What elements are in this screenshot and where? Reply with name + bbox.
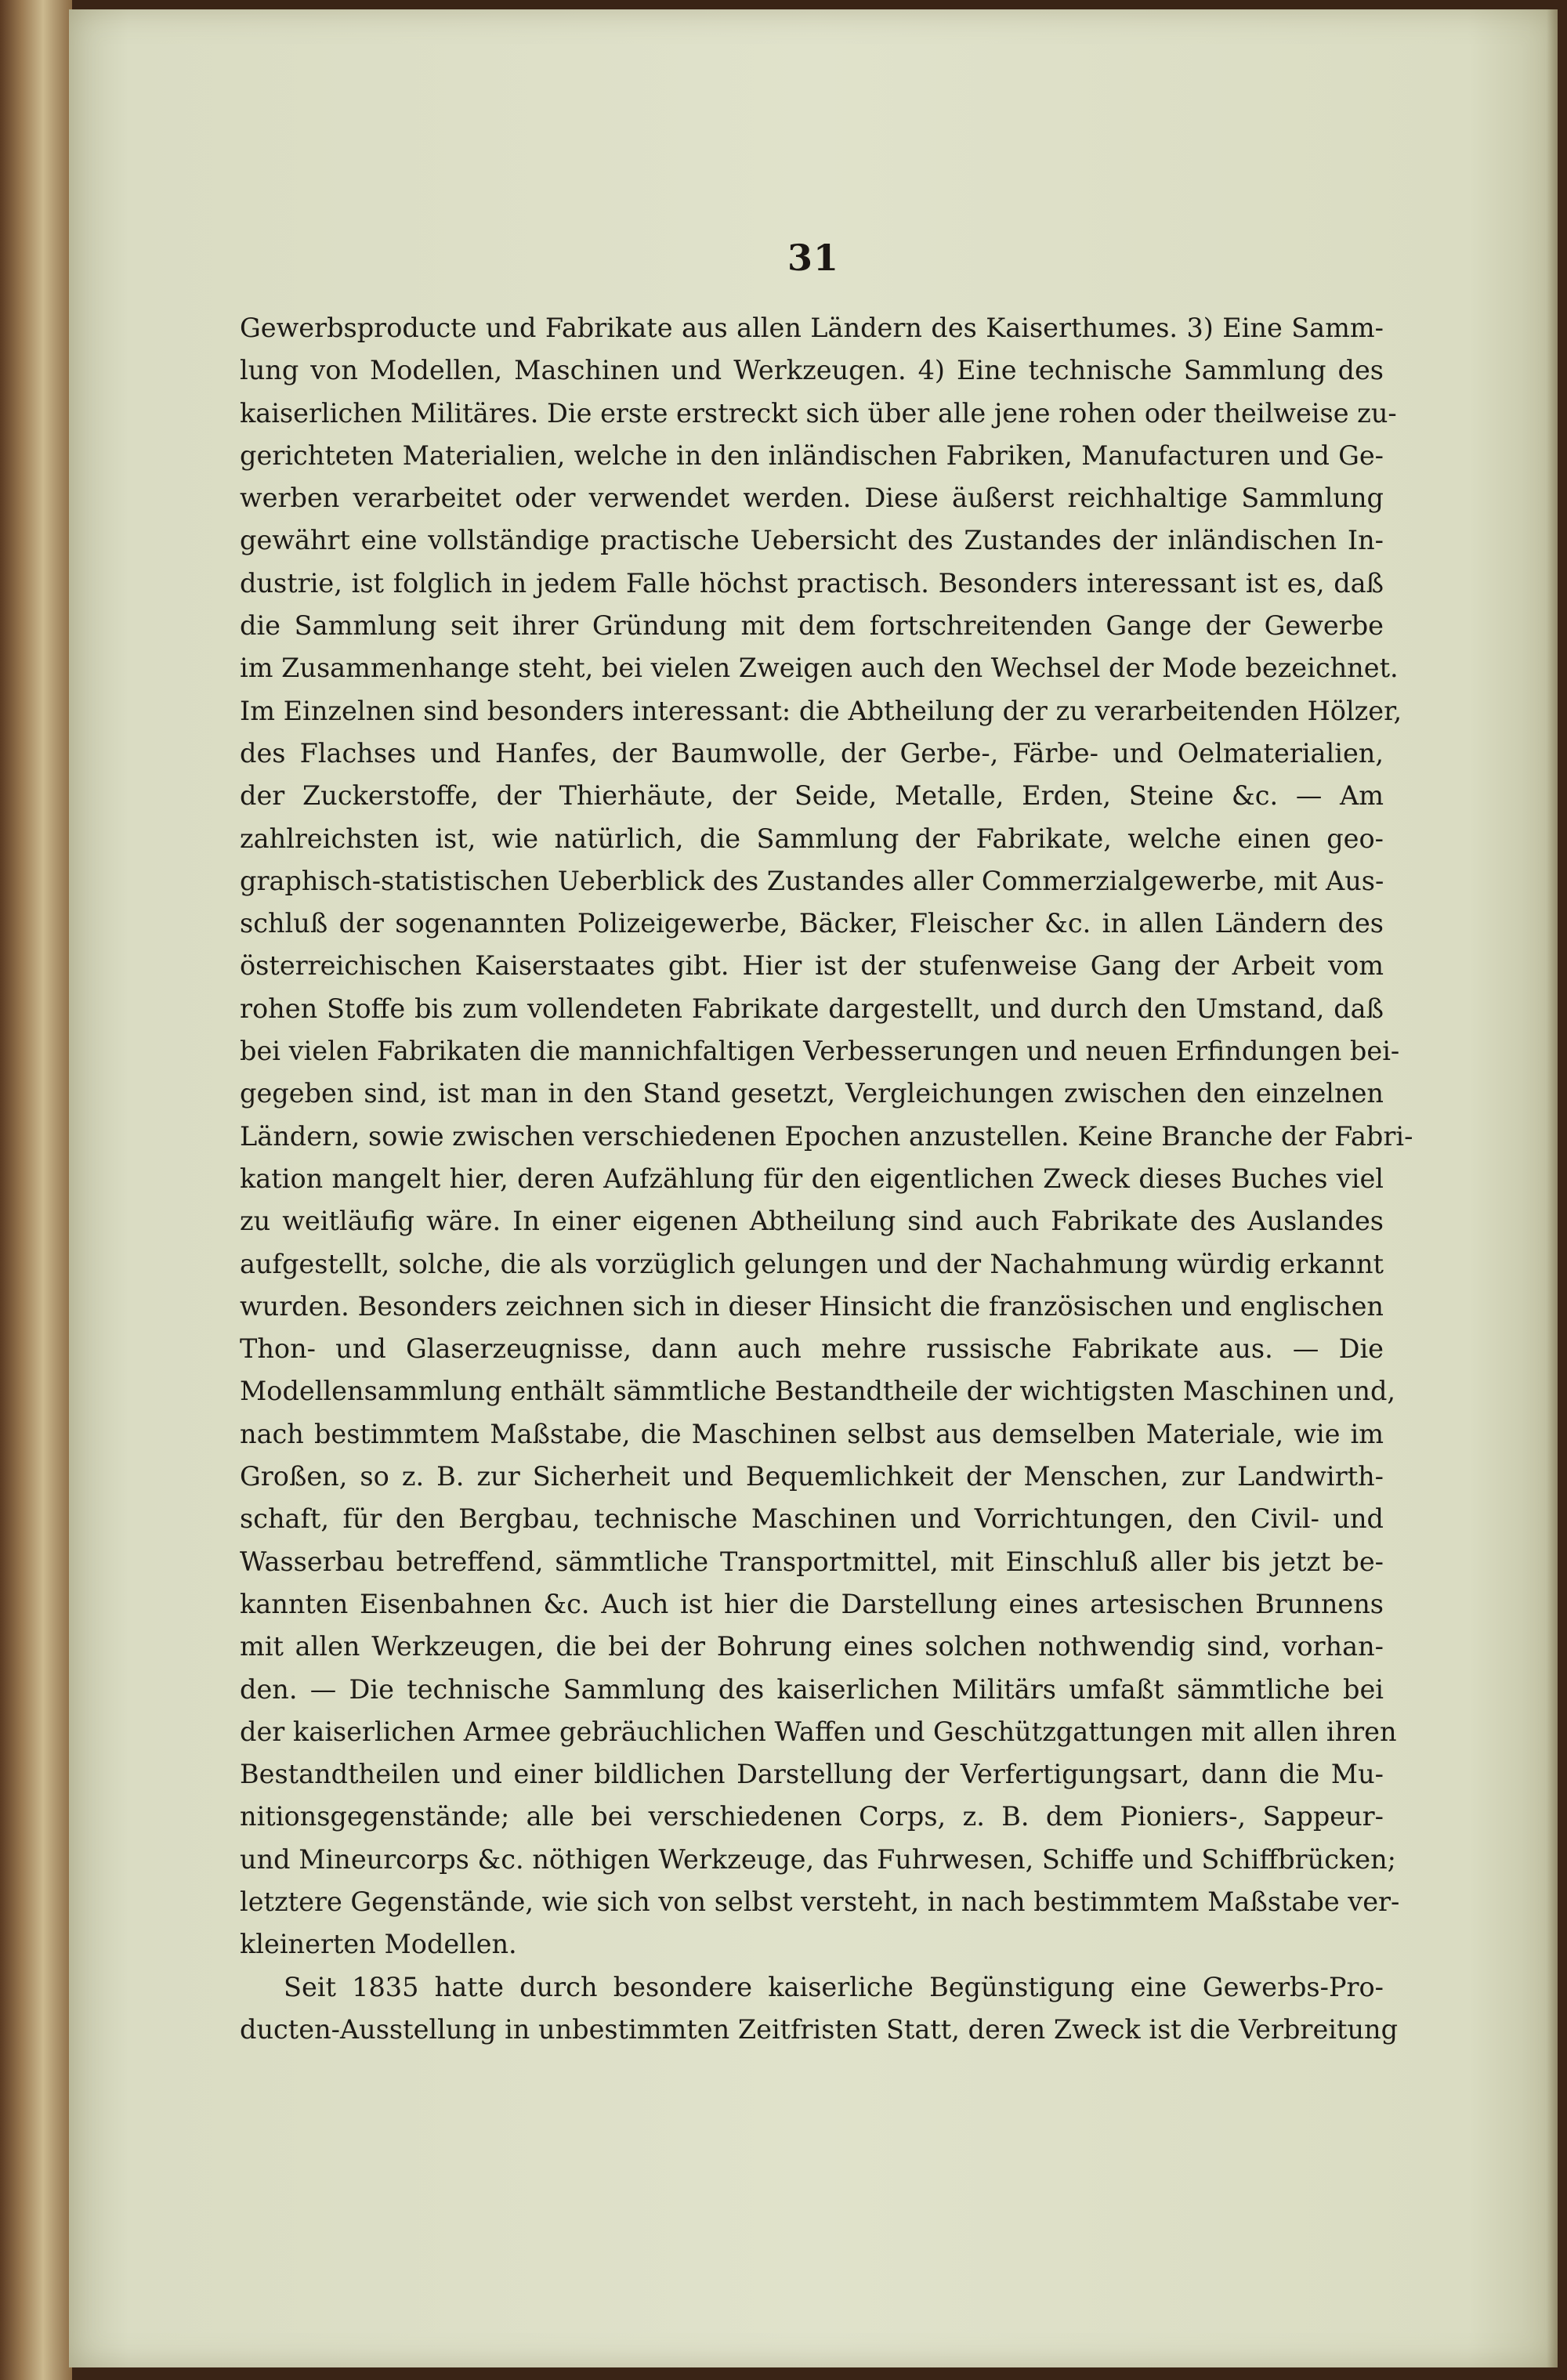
text-line: aufgestellt, solche, die als vorzüglich gelungen und der Nachahmung würdig erkannt [240,1248,1384,1279]
text-line: zu weitläufig wäre. In einer eigenen Abtheilung sind auch Fabrikate des Auslandes [240,1206,1384,1237]
text-line: nach bestimmtem Maßstabe, die Maschinen selbst aus demselben Materiale, wie im [240,1418,1384,1449]
body-text [240,307,1413,2051]
page-number: 31 [787,237,839,279]
text-line: schluß der sogenannten Polizeigewerbe, Bäcker, Fleischer &c. in allen Ländern des [240,908,1384,939]
text-line: kleinerten Modellen. [240,1929,517,1960]
book-page [69,9,1558,2367]
text-line: der Zuckerstoffe, der Thierhäute, der Seide, Metalle, Erden, Steine &c. — Am [240,780,1384,812]
text-line: kannten Eisenbahnen &c. Auch ist hier die Darstellung eines artesischen Brunnens [240,1588,1384,1619]
text-line: gerichteten Materialien, welche in den inländischen Fabriken, Manufacturen und Ge- [240,439,1384,471]
text-line: ducten-Ausstellung in unbestimmten Zeitfristen Statt, deren Zweck ist die Verbreitung [240,2013,1399,2045]
text-line: österreichischen Kaiserstaates gibt. Hier ist der stufenweise Gang der Arbeit vom [240,950,1384,982]
text-line: der kaiserlichen Armee gebräuchlichen Waffen und Geschützgattungen mit allen ihren [240,1716,1397,1747]
paragraph [240,307,1413,1966]
text-line: Großen, so z. B. zur Sicherheit und Bequemlichkeit der Menschen, zur Landwirth- [240,1461,1384,1492]
text-line: den. — Die technische Sammlung des kaiserlichen Militärs umfaßt sämmtliche bei [240,1673,1384,1705]
text-line: Thon- und Glaserzeugnisse, dann auch mehre russische Fabrikate aus. — Die [240,1333,1384,1365]
page-edge-shadow [1547,9,1558,2367]
text-line: des Flachses und Hanfes, der Baumwolle, der Gerbe-, Färbe- und Oelmaterialien, [240,737,1384,769]
previous-page-edge [0,0,72,2380]
text-line: Bestandtheilen und einer bildlichen Darstellung der Verfertigungsart, dann die Mu- [240,1759,1384,1790]
text-line: Seit 1835 hatte durch besondere kaiserliche Begünstigung eine Gewerbs-Pro- [284,1971,1384,2002]
text-line: nitionsgegenstände; alle bei verschiedenen Corps, z. B. dem Pioniers-, Sappeur- [240,1801,1384,1832]
text-line: Modellensammlung enthält sämmtliche Bestandtheile der wichtigsten Maschinen und, [240,1376,1396,1407]
text-line: lung von Modellen, Maschinen und Werkzeugen. 4) Eine technische Sammlung des [240,355,1384,386]
text-line: und Mineurcorps &c. nöthigen Werkzeuge, das Fuhrwesen, Schiffe und Schiffbrücken; [240,1843,1396,1875]
text-line: bei vielen Fabrikaten die mannichfaltigen Verbesserungen und neuen Erfindungen bei- [240,1036,1400,1067]
text-line: Im Einzelnen sind besonders interessant: die Abtheilung der zu verarbeitenden Hölzer, [240,695,1402,726]
text-line: rohen Stoffe bis zum vollendeten Fabrikate dargestellt, und durch den Umstand, daß [240,993,1384,1024]
text-line: schaft, für den Bergbau, technische Maschinen und Vorrichtungen, den Civil- und [240,1503,1384,1535]
text-line: mit allen Werkzeugen, die bei der Bohrung eines solchen nothwendig sind, vorhan- [240,1631,1384,1662]
text-line: werben verarbeitet oder verwendet werden. Diese äußerst reichhaltige Sammlung [240,483,1384,514]
text-line: graphisch-statistischen Ueberblick des Zustandes aller Commerzialgewerbe, mit Aus- [240,865,1384,896]
text-line: letztere Gegenstände, wie sich von selbst versteht, in nach bestimmtem Maßstabe ver- [240,1886,1400,1917]
text-line: zahlreichsten ist, wie natürlich, die Sammlung der Fabrikate, welche einen geo- [240,823,1384,854]
text-line: Gewerbsproducte und Fabrikate aus allen Ländern des Kaiserthumes. 3) Eine Samm- [240,313,1384,343]
text-line: dustrie, ist folglich in jedem Falle höchst practisch. Besonders interessant ist es, daß [240,567,1384,599]
text-line: kaiserlichen Militäres. Die erste erstreckt sich über alle jene rohen oder theilweise zu- [240,397,1397,429]
text-line: kation mangelt hier, deren Aufzählung für den eigentlichen Zweck dieses Buches viel [240,1163,1384,1194]
text-line: gewährt eine vollständige practische Uebersicht des Zustandes der inländischen In- [240,525,1384,556]
text-line: im Zusammenhange steht, bei vielen Zweigen auch den Wechsel der Mode bezeichnet. [240,653,1399,684]
text-line: Wasserbau betreffend, sämmtliche Transportmittel, mit Einschluß aller bis jetzt be- [240,1546,1384,1577]
text-line: Ländern, sowie zwischen verschiedenen Epochen anzustellen. Keine Branche der Fabri- [240,1120,1413,1152]
text-line: wurden. Besonders zeichnen sich in dieser Hinsicht die französischen und englischen [240,1290,1384,1322]
paragraph [240,1966,1399,2052]
text-line: die Sammlung seit ihrer Gründung mit dem fortschreitenden Gange der Gewerbe [240,610,1384,642]
text-line: gegeben sind, ist man in den Stand gesetzt, Vergleichungen zwischen den einzelnen [240,1078,1384,1109]
